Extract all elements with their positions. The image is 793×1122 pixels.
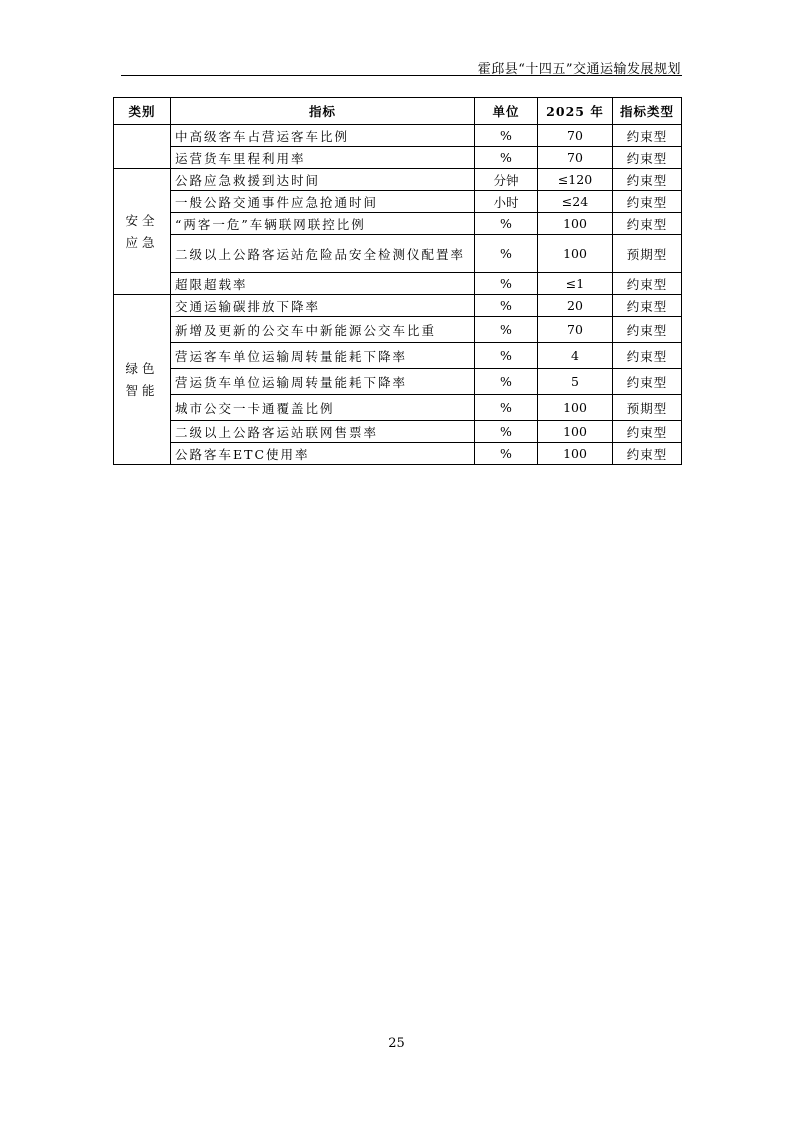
indicator-type-cell: 约束型 (613, 147, 682, 169)
indicator-type-cell: 约束型 (613, 273, 682, 295)
table-row (114, 125, 682, 147)
target-value-cell: 70 (538, 147, 613, 169)
table-body (114, 125, 682, 465)
table-row (114, 191, 682, 213)
indicator-table (113, 97, 682, 465)
table-row (114, 147, 682, 169)
indicator-cell: 营运货车单位运输周转量能耗下降率 (171, 369, 475, 395)
indicator-cell: 交通运输碳排放下降率 (171, 295, 475, 317)
unit-cell: % (475, 343, 538, 369)
unit-cell: % (475, 395, 538, 421)
unit-cell: % (475, 147, 538, 169)
unit-cell: % (475, 295, 538, 317)
unit-cell: % (475, 125, 538, 147)
unit-cell: % (475, 273, 538, 295)
unit-cell: 分钟 (475, 169, 538, 191)
indicator-type-cell: 约束型 (613, 295, 682, 317)
indicator-type-cell: 约束型 (613, 369, 682, 395)
page-number: 25 (388, 1036, 405, 1051)
unit-cell: % (475, 421, 538, 443)
target-value-cell: 70 (538, 317, 613, 343)
indicator-cell: 新增及更新的公交车中新能源公交车比重 (171, 317, 475, 343)
target-value-cell: 5 (538, 369, 613, 395)
unit-cell: 小时 (475, 191, 538, 213)
indicator-cell: 营运客车单位运输周转量能耗下降率 (171, 343, 475, 369)
table-header-row (114, 98, 682, 125)
header-divider (121, 75, 682, 76)
table-row (114, 343, 682, 369)
indicator-cell: 二级以上公路客运站联网售票率 (171, 421, 475, 443)
table-row (114, 295, 682, 317)
column-header-indicator: 指标 (171, 98, 475, 125)
unit-cell: % (475, 317, 538, 343)
target-value-cell: ≤1 (538, 273, 613, 295)
target-value-cell: 100 (538, 443, 613, 465)
table-row (114, 169, 682, 191)
category-cell (114, 125, 171, 169)
target-value-cell: 100 (538, 213, 613, 235)
table-row (114, 213, 682, 235)
target-value-cell: ≤120 (538, 169, 613, 191)
indicator-cell: 公路客车ETC使用率 (171, 443, 475, 465)
unit-cell: % (475, 369, 538, 395)
table-row (114, 443, 682, 465)
table-row (114, 235, 682, 273)
indicator-cell: 二级以上公路客运站危险品安全检测仪配置率 (171, 235, 475, 273)
running-header-title: 霍邱县“十四五”交通运输发展规划 (477, 62, 681, 77)
indicator-type-cell: 约束型 (613, 169, 682, 191)
column-header-category: 类别 (114, 98, 171, 125)
indicator-cell: 一般公路交通事件应急抢通时间 (171, 191, 475, 213)
category-cell: 绿色智能 (114, 295, 171, 465)
indicator-cell: 超限超载率 (171, 273, 475, 295)
indicator-type-cell: 约束型 (613, 443, 682, 465)
indicator-type-cell: 预期型 (613, 395, 682, 421)
indicator-cell: 运营货车里程利用率 (171, 147, 475, 169)
table-row (114, 369, 682, 395)
unit-cell: % (475, 213, 538, 235)
indicator-type-cell: 约束型 (613, 191, 682, 213)
column-header-unit: 单位 (475, 98, 538, 125)
unit-cell: % (475, 235, 538, 273)
category-cell: 安全应急 (114, 169, 171, 295)
table-row (114, 317, 682, 343)
target-value-cell: 100 (538, 395, 613, 421)
target-value-cell: 100 (538, 421, 613, 443)
indicator-type-cell: 约束型 (613, 125, 682, 147)
target-value-cell: 4 (538, 343, 613, 369)
indicator-type-cell: 预期型 (613, 235, 682, 273)
target-value-cell: ≤24 (538, 191, 613, 213)
indicator-type-cell: 约束型 (613, 421, 682, 443)
indicator-type-cell: 约束型 (613, 343, 682, 369)
indicator-cell: “两客一危”车辆联网联控比例 (171, 213, 475, 235)
indicator-cell: 公路应急救援到达时间 (171, 169, 475, 191)
target-value-cell: 20 (538, 295, 613, 317)
table-row (114, 395, 682, 421)
indicator-cell: 中高级客车占营运客车比例 (171, 125, 475, 147)
indicator-type-cell: 约束型 (613, 317, 682, 343)
indicator-type-cell: 约束型 (613, 213, 682, 235)
indicator-cell: 城市公交一卡通覆盖比例 (171, 395, 475, 421)
column-header-indicator-type: 指标类型 (613, 98, 682, 125)
column-header-target-2025: 2025 年 (538, 98, 613, 125)
target-value-cell: 70 (538, 125, 613, 147)
target-value-cell: 100 (538, 235, 613, 273)
unit-cell: % (475, 443, 538, 465)
table-row (114, 273, 682, 295)
table-row (114, 421, 682, 443)
